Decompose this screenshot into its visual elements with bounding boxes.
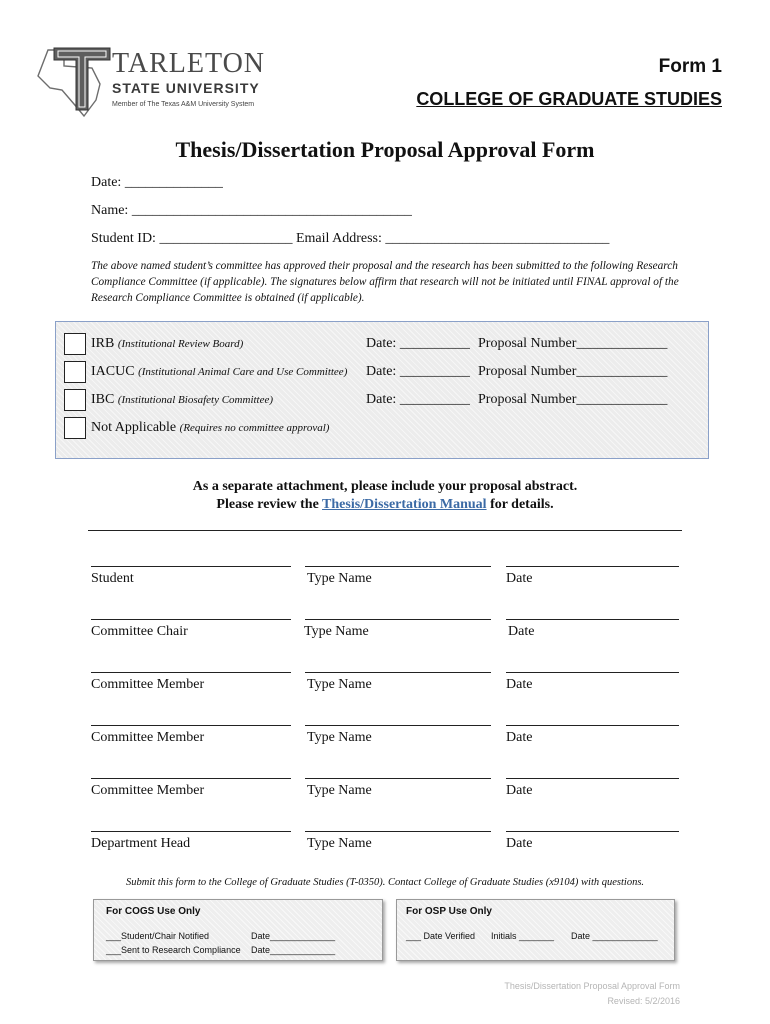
section-divider <box>88 530 682 531</box>
ibc-proposal-number[interactable]: Proposal Number_____________ <box>478 392 668 407</box>
date-label: Date <box>506 677 533 692</box>
type-name-label: Type Name <box>304 624 369 639</box>
signature-role-label: Committee Chair <box>91 624 188 639</box>
iacuc-date[interactable]: Date: __________ <box>366 364 470 379</box>
footer-title: Thesis/Dissertation Proposal Approval Form <box>504 981 680 991</box>
irb-checkbox[interactable] <box>64 333 86 355</box>
logo-name: TARLETON <box>112 48 266 79</box>
date-label: Date <box>508 624 535 639</box>
manual-link[interactable]: Thesis/Dissertation Manual <box>322 497 487 512</box>
iacuc-checkbox[interactable] <box>64 361 86 383</box>
signature-line[interactable] <box>91 778 291 779</box>
cogs-student-notified[interactable]: ___Student/Chair Notified <box>106 931 210 941</box>
type-name-label: Type Name <box>307 730 372 745</box>
name-field[interactable]: Name: ________________________________________ <box>91 203 412 218</box>
intro-text: The above named student’s committee has approved their proposal and the research has been submitted to the following Research Compliance Committee (if applicable). The signatures below affirm that research will not be initiated until FINAL approval of the Research Compliance Committee is obtained (if applicable). <box>91 260 679 304</box>
attachment-line-2: Please review the Thesis/Dissertation Manual for details. <box>216 497 554 512</box>
irb-date[interactable]: Date: __________ <box>366 336 470 351</box>
cogs-notified-date[interactable]: Date_____________ <box>251 931 336 941</box>
osp-title: For OSP Use Only <box>406 906 492 917</box>
type-name-label: Type Name <box>307 571 372 586</box>
type-name-line[interactable] <box>305 778 491 779</box>
type-name-label: Type Name <box>307 836 372 851</box>
signature-role-label: Student <box>91 571 134 586</box>
signature-line[interactable] <box>91 672 291 673</box>
date-line[interactable] <box>506 778 679 779</box>
footer <box>504 979 680 1009</box>
osp-date-verified[interactable]: ___ Date Verified <box>406 931 476 941</box>
type-name-line[interactable] <box>305 566 491 567</box>
ibc-checkbox[interactable] <box>64 389 86 411</box>
attachment-line-1: As a separate attachment, please include your proposal abstract. <box>192 479 578 494</box>
osp-date[interactable]: Date _____________ <box>571 931 658 941</box>
type-name-line[interactable] <box>305 672 491 673</box>
ibc-label: IBC (Institutional Biosafety Committee) <box>91 392 274 407</box>
signature-line[interactable] <box>91 566 291 567</box>
date-label: Date <box>506 836 533 851</box>
signature-line[interactable] <box>91 831 291 832</box>
osp-initials[interactable]: Initials _______ <box>491 931 555 941</box>
page-title: Thesis/Dissertation Proposal Approval Form <box>175 137 595 162</box>
cogs-sent-compliance[interactable]: ___Sent to Research Compliance <box>106 945 241 955</box>
date-line[interactable] <box>506 831 679 832</box>
date-line[interactable] <box>506 566 679 567</box>
signature-role-label: Department Head <box>91 836 191 851</box>
type-name-line[interactable] <box>305 831 491 832</box>
submit-instructions: Submit this form to the College of Graduate Studies (T-0350). Contact College of Graduate Studies (x9104) with questions. <box>125 877 645 888</box>
date-line[interactable] <box>506 725 679 726</box>
date-field[interactable]: Date: ______________ <box>91 175 223 190</box>
iacuc-label: IACUC (Institutional Animal Care and Use Committee) <box>91 364 348 379</box>
student-id-email-row <box>91 231 609 247</box>
irb-label: IRB (Institutional Review Board) <box>91 336 244 351</box>
type-name-line[interactable] <box>305 619 491 620</box>
college-heading: COLLEGE OF GRADUATE STUDIES <box>416 89 722 109</box>
email-field[interactable]: Email Address: ________________________________ <box>295 231 610 246</box>
student-id-field[interactable]: Student ID: ___________________ <box>91 231 293 246</box>
signature-role-label: Committee Member <box>91 730 205 745</box>
cogs-title: For COGS Use Only <box>106 906 201 917</box>
date-line[interactable] <box>506 672 679 673</box>
type-name-label: Type Name <box>307 783 372 798</box>
signature-line[interactable] <box>91 725 291 726</box>
form-number: Form 1 <box>658 56 722 77</box>
date-line[interactable] <box>506 619 679 620</box>
footer-revised: Revised: 5/2/2016 <box>607 996 680 1006</box>
signature-role-label: Committee Member <box>91 783 205 798</box>
date-label: Date <box>506 571 533 586</box>
date-label: Date <box>506 730 533 745</box>
logo-subtitle: STATE UNIVERSITY <box>112 80 260 96</box>
type-name-line[interactable] <box>305 725 491 726</box>
logo-member-text: Member of The Texas A&M University System <box>112 101 255 108</box>
iacuc-proposal-number[interactable]: Proposal Number_____________ <box>478 364 668 379</box>
not-applicable-checkbox[interactable] <box>64 417 86 439</box>
ibc-date[interactable]: Date: __________ <box>366 392 470 407</box>
cogs-sent-date[interactable]: Date_____________ <box>251 945 336 955</box>
signature-line[interactable] <box>91 619 291 620</box>
not-applicable-label: Not Applicable (Requires no committee approval) <box>91 420 330 435</box>
signature-role-label: Committee Member <box>91 677 205 692</box>
attachment-note <box>0 478 770 514</box>
irb-proposal-number[interactable]: Proposal Number_____________ <box>478 336 668 351</box>
date-label: Date <box>506 783 533 798</box>
type-name-label: Type Name <box>307 677 372 692</box>
